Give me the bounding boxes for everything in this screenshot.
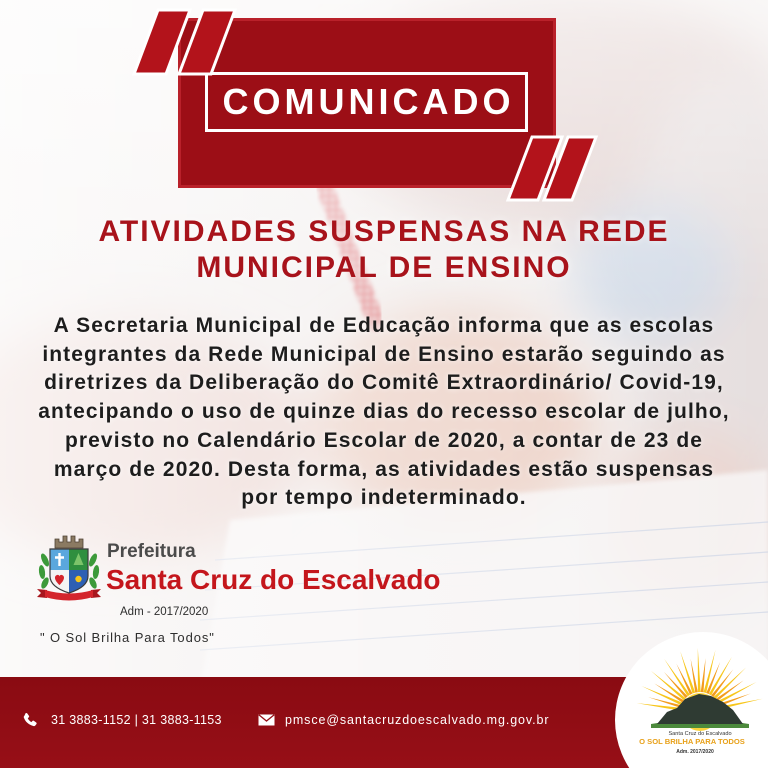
body-line: diretrizes da Deliberação do Comitê Extraordinário/ Covid-19, [44,371,724,395]
brand-prefix: Prefeitura [107,541,196,562]
phone-numbers: 31 3883-1152 | 31 3883-1153 [51,713,222,727]
body-line: integrantes da Rede Municipal de Ensino estarão seguindo as [42,342,726,366]
rising-sun-icon [615,632,768,768]
headline-line: ATIVIDADES SUSPENSAS NA REDE [98,215,670,248]
body-line: março de 2020. Desta forma, as atividades estão suspensas [53,457,715,481]
email-address: pmsce@santacruzdoescalvado.mg.gov.br [285,713,550,727]
quotation-marks [0,0,768,210]
seal-administration: Adm. 2017/2020 [676,749,714,755]
seal-name: Santa Cruz do Escalvado [668,731,732,737]
body-line: antecipando o uso de quinze dias do recesso escolar de julho, [38,400,730,424]
badge-title: COMUNICADO [222,81,515,122]
body-line: por tempo indeterminado. [241,486,527,510]
seal-slogan: O SOL BRILHA PARA TODOS [639,737,745,746]
phone-icon [22,712,38,728]
body-line: A Secretaria Municipal de Educação informa que as escolas [53,314,715,337]
headline [0,214,768,286]
mural-crown [55,536,83,548]
headline-line: MUNICIPAL DE ENSINO [196,251,572,284]
body-line: previsto no Calendário Escolar de 2020, a contar de 23 de [64,428,704,452]
announcement-body [0,312,768,513]
brand-slogan: " O Sol Brilha Para Todos" [40,630,215,645]
envelope-icon [258,714,275,726]
brand-administration: Adm - 2017/2020 [120,606,209,618]
coat-of-arms-icon [36,532,102,602]
brand-name: Santa Cruz do Escalvado [106,564,441,595]
